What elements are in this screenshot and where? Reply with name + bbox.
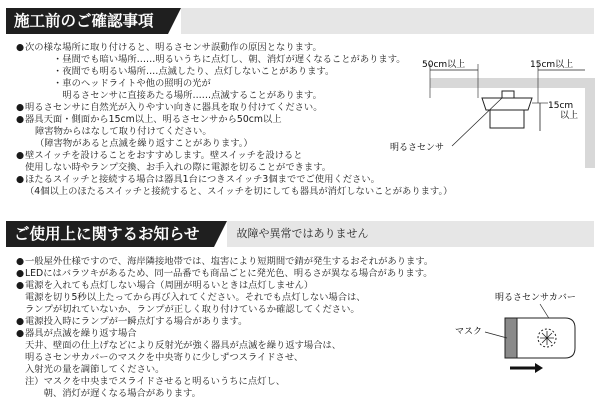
bullet-icon: ● — [16, 268, 25, 279]
sensor-fan-icon — [540, 331, 554, 345]
bullet-icon: ● — [16, 280, 25, 291]
label-15cm-top: 15cm以上 — [530, 60, 574, 70]
list-item: ● LEDにはバラツキがあるため、同一品番でも商品ごとに発光色、明るさが異なる場合があります。 — [16, 268, 433, 279]
fixture-body — [482, 98, 532, 110]
bullet-icon: ● — [16, 174, 25, 185]
section-title: ご使用上に関するお知らせ — [6, 221, 214, 247]
section-header-precheck — [6, 8, 594, 34]
bullet-icon: ● — [16, 256, 25, 267]
bullet-icon: ● — [16, 102, 25, 113]
list-item: ● 電源を入れても点灯しない場合（周囲が明るいときは点灯しません） 電源を切り5秒以上たってから再び入れてください。それでも点灯しない場合は、 ランプが切れていないか、ランプが正しく取り付けているか確認してください。 — [16, 280, 366, 315]
list-item: ● 器具天面・側面から15cm以上、明るさセンサから50cm以上 障害物からはなして取り付けてください。 （障害物があると点滅を繰り返すことがあります。） — [16, 114, 282, 149]
clearance-diagram — [390, 58, 595, 168]
bullet-icon: ● — [16, 328, 25, 339]
list-item: ● 電源投入時にランプが一瞬点灯する場合があります。 — [16, 316, 248, 327]
list-item: ● 一般屋外仕様ですので、海岸隣接地帯では、塩害により短期間で錆が発生するおそれがあります。 — [16, 256, 434, 267]
label-cover: 明るさセンサカバー — [495, 293, 576, 303]
bullet-icon: ● — [16, 316, 25, 327]
section-header-notice — [6, 221, 594, 247]
precheck-list — [16, 42, 453, 198]
list-item: ● 明るさセンサに自然光が入りやすい向きに器具を取り付けてください。 — [16, 102, 323, 113]
section-title: 施工前のご確認事項 — [6, 8, 168, 34]
light-sensor — [502, 91, 514, 98]
label-sensor: 明るさセンサ — [390, 143, 445, 153]
list-item: ● 次の様な場所に取り付けると、明るさセンサ誤動作の原因となります。 ・昼間でも暗い場所‥‥‥明るいうちに点灯し、朝、消灯が遅くなることがあります。 ・夜間でも明るい場所‥‥点滅したり、点灯しないことがあります。 ・車のヘッドライトや他の照明の光が 明るさセンサに直接あたる場所‥‥‥点滅することがあります。 — [16, 42, 406, 101]
notice-list — [16, 256, 486, 400]
label-15cm-side: 15cm — [548, 101, 574, 111]
bullet-icon: ● — [16, 114, 25, 125]
label-50cm: 50cm以上 — [422, 60, 466, 70]
ceiling — [430, 78, 595, 88]
label-15cm-side-2: 以上 — [560, 111, 579, 121]
list-item: ● 器具が点滅を繰り返す場合 天井、壁面の仕上げなどにより反射光が強く器具が点滅を繰り返す場合は、 明るさセンサカバーのマスクを中央寄りに少しずつスライドさせ、 入射光の量を調節してください。 注）マスクを中央までスライドさせると明るいうちに点灯し、 朝、消灯が遅くなる場合があります。 — [16, 328, 342, 399]
bullet-icon: ● — [16, 42, 25, 53]
list-item: ● 壁スイッチを設けることをおすすめします。壁スイッチを設けると 使用しない時やランプ交換、お手入れの際に電源を切ることができます。 — [16, 150, 332, 173]
label-mask: マスク — [455, 327, 483, 337]
list-item: ● ほたるスイッチと接続する場合は器具1台につきスイッチ3個まででご使用ください。 （4個以上のほたるスイッチと接続すると、スイッチを切にしても器具が消灯しないことがあります。） — [16, 174, 453, 197]
sensor-cover-diagram — [455, 288, 585, 378]
section-subtitle: 故障や異常ではありません — [227, 221, 594, 247]
wall — [585, 78, 595, 168]
fixture-globe — [490, 110, 524, 128]
bullet-icon: ● — [16, 150, 25, 161]
leader-line-mask — [485, 332, 507, 338]
section-header-bar — [181, 8, 594, 34]
slide-arrow-icon — [535, 363, 543, 373]
